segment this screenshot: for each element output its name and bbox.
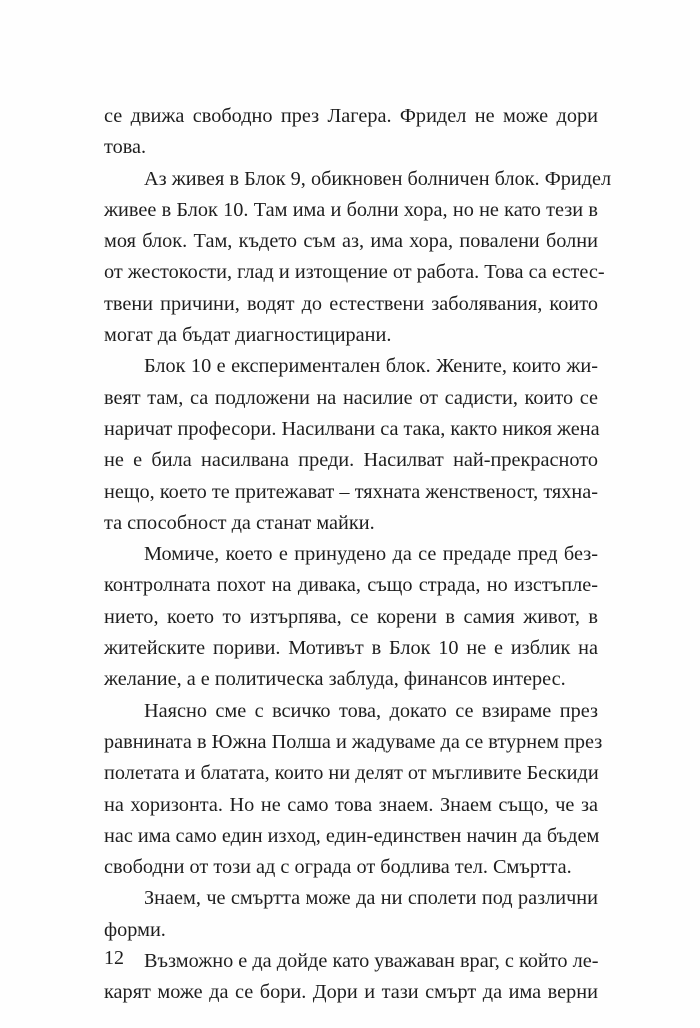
- text-line: Блок 10 е експериментален блок. Жените, които жи-: [144, 355, 598, 378]
- text-line: житейските пориви. Мотивът в Блок 10 не е изблик на: [104, 637, 598, 660]
- text-line: полетата и блатата, които ни делят от мъгливите Бескиди: [104, 762, 599, 785]
- text-line: веят там, са подложени на насилие от садисти, които се: [104, 386, 598, 409]
- text-line: от жестокости, глад и изтощение от работа. Това са естес-: [104, 261, 605, 284]
- body-text: [104, 101, 612, 1009]
- text-line: карят може да се бори. Дори и тази смърт да има верни: [104, 981, 598, 1004]
- text-line: Аз живея в Блок 9, обикновен болничен блок. Фридел: [144, 167, 612, 190]
- text-line: Знаем, че смъртта може да ни сполети под различни: [144, 887, 598, 910]
- text-line: Наясно сме с всичко това, докато се взираме през: [144, 699, 598, 722]
- text-line: свободни от този ад с ограда от бодлива тел. Смъртта.: [104, 856, 572, 879]
- text-line: равнината в Южна Полша и жадуваме да се втурнем през: [104, 730, 603, 753]
- text-line: желание, а е политическа заблуда, финансов интерес.: [104, 668, 566, 691]
- text-line: моя блок. Там, където съм аз, има хора, повалени болни: [104, 230, 598, 253]
- text-line: живее в Блок 10. Там има и болни хора, но не като тези в: [104, 198, 598, 221]
- text-line: се движа свободно през Лагера. Фридел не може дори: [104, 105, 598, 127]
- text-line: това.: [104, 136, 147, 159]
- text-line: Възможно е да дойде като уважаван враг, с който ле-: [144, 950, 599, 973]
- text-line: твени причини, водят до естествени заболявания, които: [104, 292, 598, 315]
- text-line: на хоризонта. Но не само това знаем. Знаем също, че за: [104, 793, 598, 816]
- page-number: 12: [104, 947, 124, 969]
- text-line: нието, което то изтърпява, се корени в самия живот, в: [104, 605, 598, 628]
- text-line: контролната похот на дивака, също страда, но изстъпле-: [104, 574, 598, 597]
- text-line: та способност да станат майки.: [104, 511, 375, 534]
- text-line: не е била насилвана преди. Насилват най-прекрасното: [104, 449, 598, 472]
- text-line: нещо, което те притежават – тяхната женственост, тяхна-: [104, 480, 598, 503]
- text-line: наричат професори. Насилвани са така, както никоя жена: [104, 417, 600, 440]
- text-line: могат да бъдат диагностицирани.: [104, 324, 392, 347]
- text-line: нас има само един изход, един-единствен начин да бъдем: [104, 824, 600, 847]
- text-line: Момиче, което е принудено да се предаде пред без-: [144, 543, 598, 566]
- text-line: форми.: [104, 918, 166, 941]
